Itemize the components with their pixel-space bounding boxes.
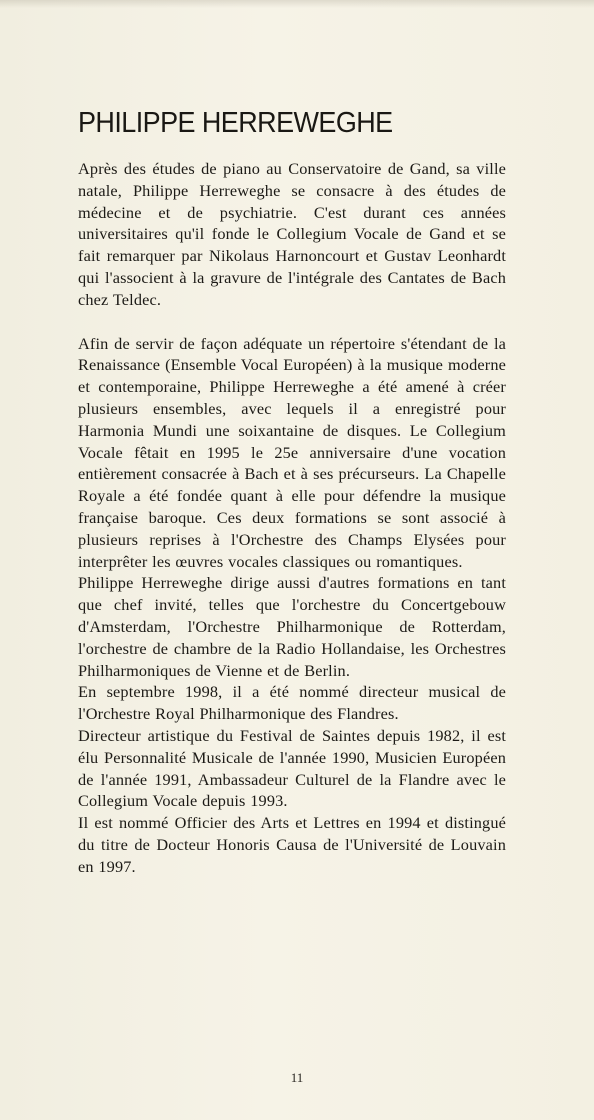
- paragraph-studies: Après des études de piano au Conservatoire de Gand, sa ville natale, Philippe Herreweghe se consacre à des études de médecine et de psychiatrie. C'est durant ces années universitaires qu'il fonde le Collegium Vocale de Gand et se fait remarquer par Nikolaus Harnoncourt et Gustav Leonhardt qui l'associent à la gravure de l'intégrale des Cantates de Bach chez Teldec.: [78, 159, 506, 309]
- paragraph-flanders-appointment: En septembre 1998, il a été nommé directeur musical de l'Orchestre Royal Philharmonique des Flandres.: [78, 682, 506, 724]
- biography-text: [78, 158, 506, 878]
- paragraph-honours: Il est nommé Officier des Arts et Lettres en 1994 et distingué du titre de Docteur Honoris Causa de l'Université de Louvain en 1997.: [78, 813, 506, 876]
- page-top-shadow: [0, 0, 594, 8]
- paragraph-gap: [78, 311, 506, 333]
- paragraph-ensembles: Afin de servir de façon adéquate un répertoire s'étendant de la Renaissance (Ensemble Vocal Européen) à la musique moderne et contemporaine, Philippe Herreweghe a été amené à créer plusieurs ensembles, avec lequels il a enregistré pour Harmonia Mundi une soixantaine de disques. Le Collegium Vocale fêtait en 1995 le 25e anniversaire d'une vocation entièrement consacrée à Bach et à ses précurseurs. La Chapelle Royale a été fondée quant à elle pour défendre la musique française baroque. Ces deux formations se sont associé à plusieurs reprises à l'Orchestre des Champs Elysées pour interprêter les œuvres vocales classiques ou romantiques.: [78, 333, 506, 571]
- page-title: PHILIPPE HERREWEGHE: [78, 107, 393, 139]
- paragraph-awards: Directeur artistique du Festival de Saintes depuis 1982, il est élu Personnalité Musicale de l'année 1990, Musicien Européen de l'année 1991, Ambassadeur Culturel de la Flandre avec le Collegium Vocale depuis 1993.: [78, 725, 506, 811]
- page-number: 11: [290, 1070, 304, 1085]
- paragraph-guest-conducting: Philippe Herreweghe dirige aussi d'autres formations en tant que chef invité, telles que l'orchestre du Concertgebouw d'Amsterdam, l'Orchestre Philharmonique de Rotterdam, l'orchestre de chambre de la Radio Hollandaise, les Orchestres Philharmoniques de Vienne et de Berlin.: [78, 573, 506, 680]
